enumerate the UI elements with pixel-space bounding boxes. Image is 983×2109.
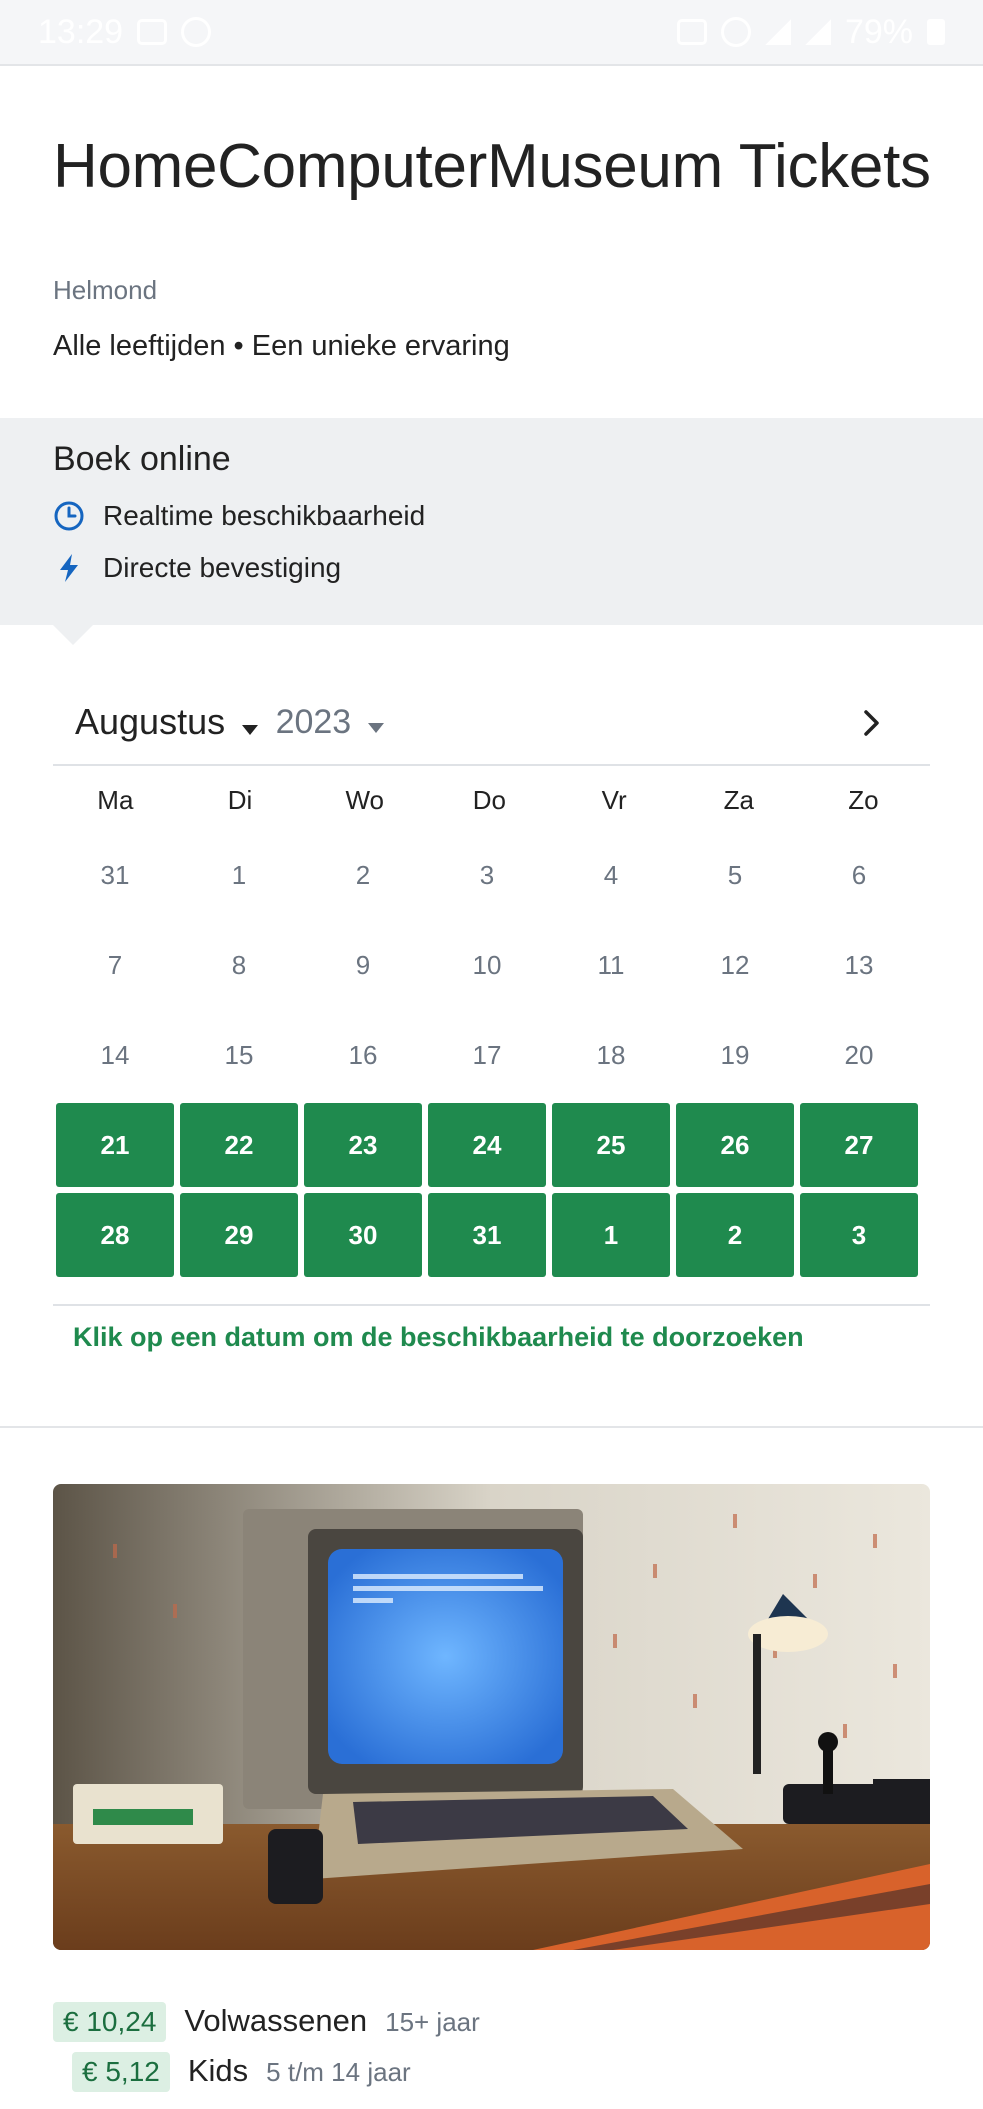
calendar-day: 16 <box>348 1039 378 1070</box>
calendar-day: 12 <box>720 949 750 980</box>
calendar-week-row <box>53 1100 930 1190</box>
calendar-day: 7 <box>107 949 123 980</box>
weekday-label: Vr <box>601 785 627 815</box>
price-badge: € 10,24 <box>53 2002 166 2042</box>
calendar-day: 1 <box>231 859 247 890</box>
weekday-label: Do <box>472 785 507 815</box>
calendar-day-available[interactable]: 3 <box>800 1193 918 1277</box>
calendar-day-available[interactable]: 21 <box>56 1103 174 1187</box>
sync-icon <box>181 17 211 47</box>
band-pointer <box>53 625 93 645</box>
calendar-day: 18 <box>596 1039 626 1070</box>
calendar-day: 9 <box>355 949 371 980</box>
calendar-day-available[interactable]: 25 <box>552 1103 670 1187</box>
gallery-icon <box>137 19 167 45</box>
booking-info-panel <box>0 418 983 625</box>
feature-instant <box>53 552 341 584</box>
link-icon <box>677 19 707 45</box>
calendar-week-row <box>53 1190 930 1280</box>
feature-realtime <box>53 500 425 532</box>
weekday-label: Za <box>723 785 754 815</box>
tagline: Alle leeftijden • Een unieke ervaring <box>53 330 510 362</box>
battery-icon <box>927 19 945 45</box>
age-range: 15+ jaar <box>385 2007 480 2037</box>
calendar-day: 11 <box>597 949 625 980</box>
month-select[interactable] <box>75 701 258 743</box>
calendar-day-available[interactable]: 2 <box>676 1193 794 1277</box>
calendar-day: 2 <box>355 859 371 890</box>
year-label: 2023 <box>275 702 352 741</box>
price-row-kids <box>72 2052 411 2092</box>
calendar-day: 8 <box>231 949 247 980</box>
month-label: Augustus <box>75 701 226 742</box>
weekday-label: Zo <box>848 785 879 815</box>
calendar-hint: Klik op een datum om de beschikbaarheid te doorzoeken <box>73 1322 804 1352</box>
calendar-day: 20 <box>844 1039 874 1070</box>
calendar-weeks <box>53 830 930 1280</box>
ticket-category: Volwassenen <box>184 2003 368 2038</box>
status-bar <box>0 0 983 66</box>
feature-label: Realtime beschikbaarheid <box>103 500 426 531</box>
battery-percent: 79% <box>844 12 913 51</box>
location-label: Helmond <box>53 275 158 305</box>
calendar-day-available[interactable]: 28 <box>56 1193 174 1277</box>
year-select[interactable] <box>258 703 384 742</box>
bluetooth-icon <box>721 17 751 47</box>
booking-heading: Boek online <box>53 440 231 478</box>
calendar-day: 15 <box>224 1039 254 1070</box>
page-title: HomeComputerMuseum Tickets <box>53 132 931 201</box>
calendar-day-available[interactable]: 23 <box>304 1103 422 1187</box>
clock-icon <box>53 500 85 532</box>
wifi-icon <box>765 19 791 45</box>
weekday-label: Wo <box>345 785 384 815</box>
price-row-adults <box>53 2002 480 2042</box>
calendar-day: 14 <box>100 1039 130 1070</box>
status-time: 13:29 <box>38 12 124 51</box>
section-divider <box>0 1426 983 1428</box>
calendar-day-available[interactable]: 31 <box>428 1193 546 1277</box>
calendar-divider <box>53 1304 930 1306</box>
calendar-header <box>75 695 905 749</box>
retro-computer-image <box>53 1484 930 1950</box>
museum-photo <box>53 1484 930 1950</box>
calendar-day: 31 <box>100 859 130 890</box>
age-range: 5 t/m 14 jaar <box>266 2057 411 2087</box>
calendar-week-row <box>53 920 930 1010</box>
calendar-divider <box>53 764 930 766</box>
price-badge: € 5,12 <box>72 2052 170 2092</box>
calendar-day-available[interactable]: 26 <box>676 1103 794 1187</box>
calendar-day-available[interactable]: 1 <box>552 1193 670 1277</box>
calendar-day: 5 <box>727 859 743 890</box>
calendar-day-available[interactable]: 22 <box>180 1103 298 1187</box>
calendar-day: 17 <box>472 1039 502 1070</box>
calendar-day: 6 <box>851 859 867 890</box>
calendar-grid <box>53 770 930 1280</box>
calendar-day-available[interactable]: 24 <box>428 1103 546 1187</box>
calendar-week-row <box>53 1010 930 1100</box>
weekday-label: Di <box>227 785 253 815</box>
calendar-week-row <box>53 830 930 920</box>
calendar-day-available[interactable]: 30 <box>304 1193 422 1277</box>
calendar-day: 19 <box>720 1039 750 1070</box>
calendar-day: 13 <box>844 949 874 980</box>
ticket-category: Kids <box>187 2053 249 2088</box>
calendar-day-available[interactable]: 29 <box>180 1193 298 1277</box>
feature-label: Directe bevestiging <box>103 552 342 583</box>
chevron-down-icon <box>368 723 384 733</box>
weekday-label: Ma <box>97 785 134 815</box>
calendar-day: 3 <box>479 859 495 890</box>
lightning-icon <box>53 552 85 584</box>
calendar-day-available[interactable]: 27 <box>800 1103 918 1187</box>
next-month-button[interactable] <box>851 703 891 743</box>
chevron-down-icon <box>242 725 258 735</box>
calendar-day: 4 <box>603 859 619 890</box>
signal-icon <box>805 19 831 45</box>
calendar-day: 10 <box>472 949 502 980</box>
weekday-row <box>53 770 930 830</box>
